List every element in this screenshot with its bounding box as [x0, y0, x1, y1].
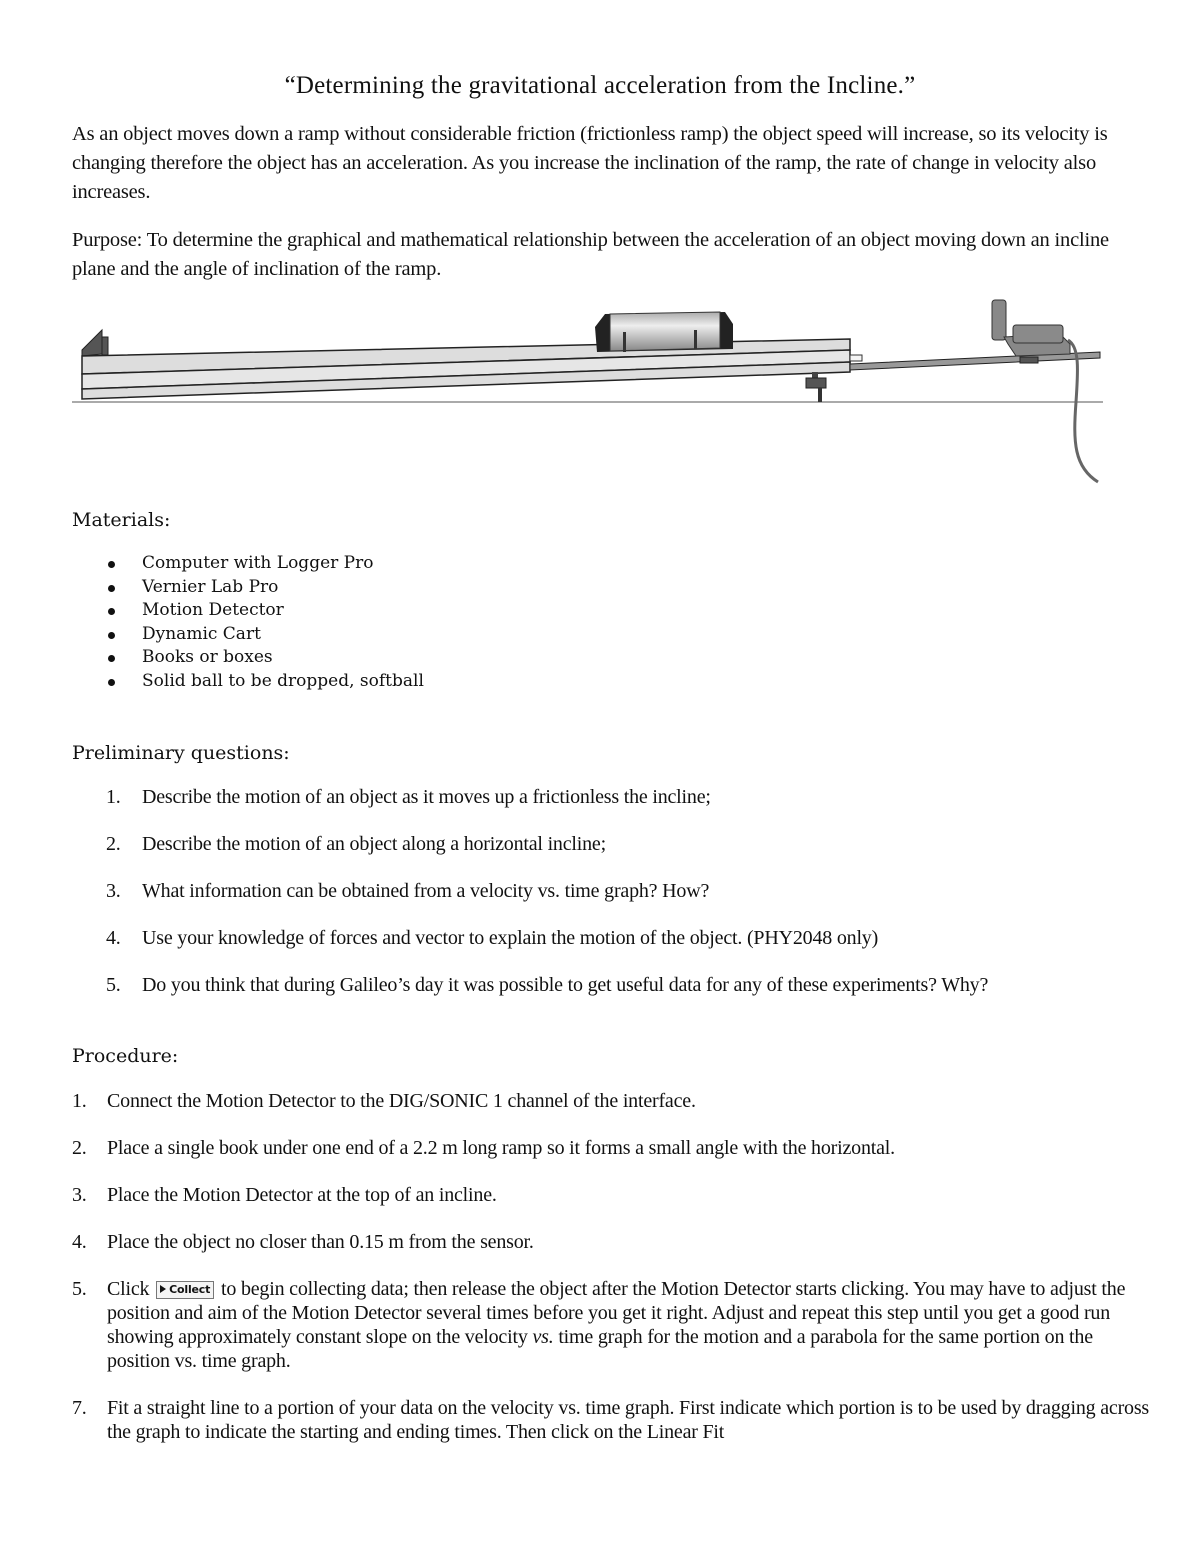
materials-list [106, 552, 424, 693]
cart [595, 312, 733, 352]
procedure-step: 4. Place the object no closer than 0.15 m from the sensor. [72, 1231, 534, 1253]
procedure-step: 5. Click Collect to begin collecting data; then release the object after the Motion Detector starts clicking. You may have to adjust the position and aim of the Motion Detector several times before you get it right. Adjust and repeat this step until you get a good run showing approximately constant slope on the velocity vs. time graph for the motion and a parabola for the same portion on the position vs. time graph. [72, 1278, 1126, 1372]
page-title: “Determining the gravitational acceleration from the Incline.” [284, 72, 916, 99]
purpose-paragraph: Purpose: To determine the graphical and mathematical relationship between the acceleration of an object moving down an incline plane and the angle of inclination of the ramp. [72, 229, 1109, 280]
preliminary-heading: Preliminary questions: [72, 742, 290, 764]
materials-item: Vernier Lab Pro [106, 576, 424, 600]
question-item: 2. Describe the motion of an object along a horizontal incline; [106, 833, 606, 855]
procedure-step: 7. Fit a straight line to a portion of your data on the velocity vs. time graph. First indicate which portion is to be used by dragging across the graph to indicate the starting and ending times. Then click on the Linear Fit [72, 1397, 1149, 1443]
detector-cable [1068, 340, 1098, 482]
bullet-icon [108, 608, 115, 615]
bullet-icon [108, 679, 115, 686]
materials-item: Solid ball to be dropped, softball [106, 670, 424, 694]
procedure-step: 1. Connect the Motion Detector to the DIG/SONIC 1 channel of the interface. [72, 1090, 696, 1112]
motion-detector [992, 300, 1070, 363]
bullet-icon [108, 561, 115, 568]
procedure-step: 2. Place a single book under one end of a 2.2 m long ramp so it forms a small angle with the horizontal. [72, 1137, 895, 1159]
procedure-heading: Procedure: [72, 1045, 179, 1067]
collect-button[interactable]: Collect [156, 1281, 214, 1299]
question-item: 1. Describe the motion of an object as it moves up a frictionless the incline; [106, 786, 711, 808]
bullet-icon [108, 585, 115, 592]
bullet-icon [108, 632, 115, 639]
materials-item: Motion Detector [106, 599, 424, 623]
end-stop [82, 330, 108, 356]
question-item: 3. What information can be obtained from a velocity vs. time graph? How? [106, 880, 710, 902]
question-item: 4. Use your knowledge of forces and vector to explain the motion of the object. (PHY2048 only) [106, 927, 879, 949]
adjustable-foot [806, 372, 826, 402]
materials-heading: Materials: [72, 509, 171, 531]
track [82, 339, 862, 399]
materials-item: Books or boxes [106, 646, 424, 670]
materials-item: Dynamic Cart [106, 623, 424, 647]
play-icon [160, 1285, 166, 1293]
question-item: 5. Do you think that during Galileo’s day it was possible to get useful data for any of these experiments? Why? [106, 974, 989, 996]
incline-diagram [60, 292, 1140, 497]
materials-item: Computer with Logger Pro [106, 552, 424, 576]
intro-paragraph: As an object moves down a ramp without considerable friction (frictionless ramp) the object speed will increase, so its velocity is changing therefore the object has an acceleration. As you increase the inclination of the ramp, the rate of change in velocity also increases. [72, 123, 1108, 203]
procedure-step: 3. Place the Motion Detector at the top of an incline. [72, 1184, 497, 1206]
bullet-icon [108, 655, 115, 662]
